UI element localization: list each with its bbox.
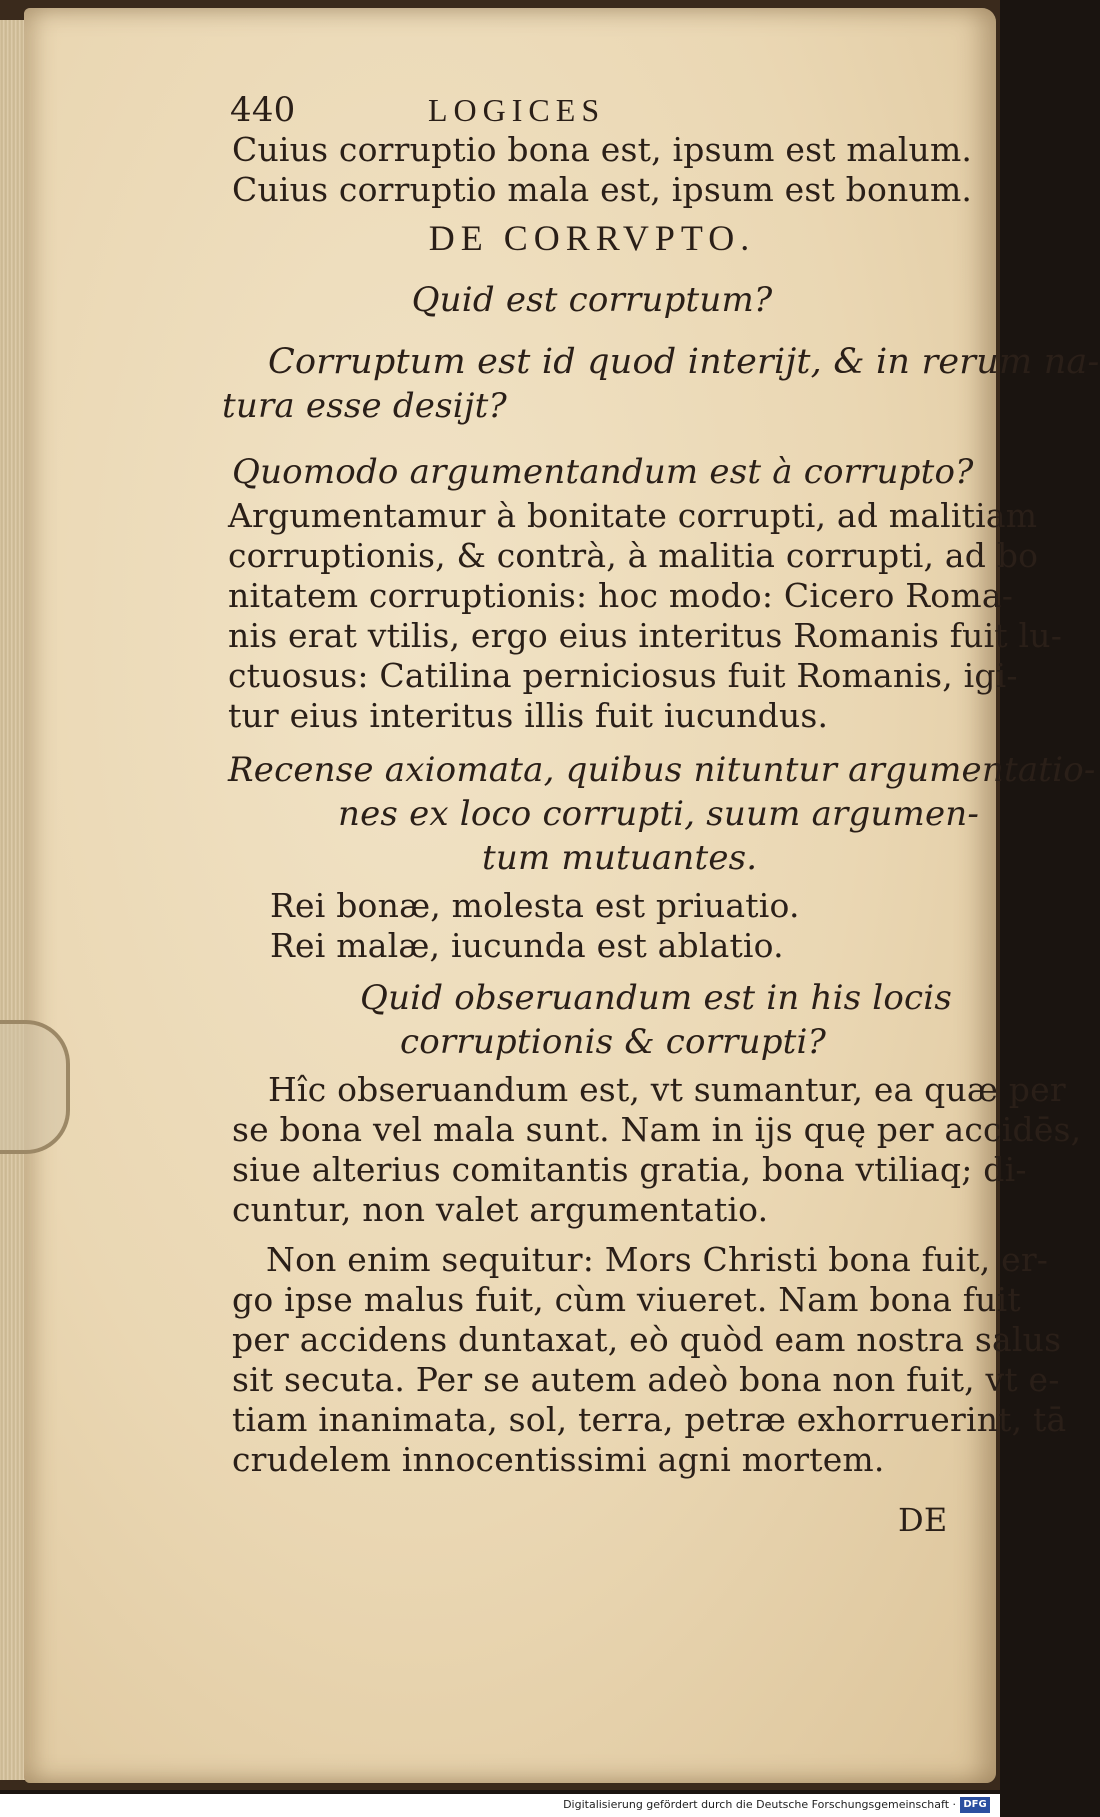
axiom-line: Rei bonæ, molesta est priuatio. xyxy=(270,886,800,925)
text-line: nis erat vtilis, ergo eius interitus Romanis fuit lu- xyxy=(228,616,1063,655)
text-line: se bona vel mala sunt. Nam in ijs quę per accidēs, xyxy=(232,1110,1082,1149)
text-line: Hîc obseruandum est, vt sumantur, ea quæ per xyxy=(268,1070,1066,1109)
funding-credit[interactable]: Digitalisierung gefördert durch die Deutsche Forschungsgemeinschaft · xyxy=(563,1798,956,1811)
text-line: Argumentamur à bonitate corrupti, ad malitiam xyxy=(228,496,1038,535)
dfg-logo-icon[interactable]: DFG xyxy=(960,1797,990,1813)
text-line: siue alterius comitantis gratia, bona vtiliaq; di- xyxy=(232,1150,1027,1189)
text-line: tura esse desijt? xyxy=(222,386,507,426)
text-line: nitatem corruptionis: hoc modo: Cicero Roma- xyxy=(228,576,1014,615)
question-heading: corruptionis & corrupti? xyxy=(400,1022,827,1062)
text-line: corruptionis, & contrà, à malitia corrupti, ad bo xyxy=(228,536,1039,575)
text-line: sit secuta. Per se autem adeò bona non fuit, vt e- xyxy=(232,1360,1060,1399)
text-line: Cuius corruptio mala est, ipsum est bonum. xyxy=(232,170,973,209)
text-line: Non enim sequitur: Mors Christi bona fuit, er- xyxy=(266,1240,1049,1279)
text-line: Cuius corruptio bona est, ipsum est malum. xyxy=(232,130,973,169)
question-heading: nes ex loco corrupti, suum argumen- xyxy=(338,794,980,834)
digitization-footer xyxy=(0,1794,1000,1817)
question-heading: tum mutuantes. xyxy=(482,838,758,878)
catchword: DE xyxy=(898,1501,948,1539)
text-line: cuntur, non valet argumentatio. xyxy=(232,1190,769,1229)
axiom-line: Rei malæ, iucunda est ablatio. xyxy=(270,926,784,965)
section-heading: DE CORRVPTO. xyxy=(428,218,756,258)
text-line: ctuosus: Catilina perniciosus fuit Romanis, igi- xyxy=(228,656,1018,695)
text-line: tiam inanimata, sol, terra, petræ exhorruerint, tā xyxy=(232,1400,1067,1439)
question-heading: Recense axiomata, quibus nituntur argumentatio- xyxy=(228,750,1096,790)
text-line: crudelem innocentissimi agni mortem. xyxy=(232,1440,885,1479)
question-heading: Quid obseruandum est in his locis xyxy=(360,978,953,1018)
text-line: per accidens duntaxat, eò quòd eam nostra salus xyxy=(232,1320,1062,1359)
text-line: go ipse malus fuit, cùm viueret. Nam bona fuit xyxy=(232,1280,1021,1319)
question-heading: Quid est corruptum? xyxy=(411,280,773,320)
text-line: tur eius interitus illis fuit iucundus. xyxy=(228,696,829,735)
page-number: 440 xyxy=(230,90,296,130)
question-heading: Quomodo argumentandum est à corrupto? xyxy=(232,452,974,492)
book-clasp xyxy=(0,1020,70,1154)
running-head: LOGICES xyxy=(428,92,606,128)
text-line: Corruptum est id quod interijt, & in rerum na- xyxy=(268,342,1100,382)
